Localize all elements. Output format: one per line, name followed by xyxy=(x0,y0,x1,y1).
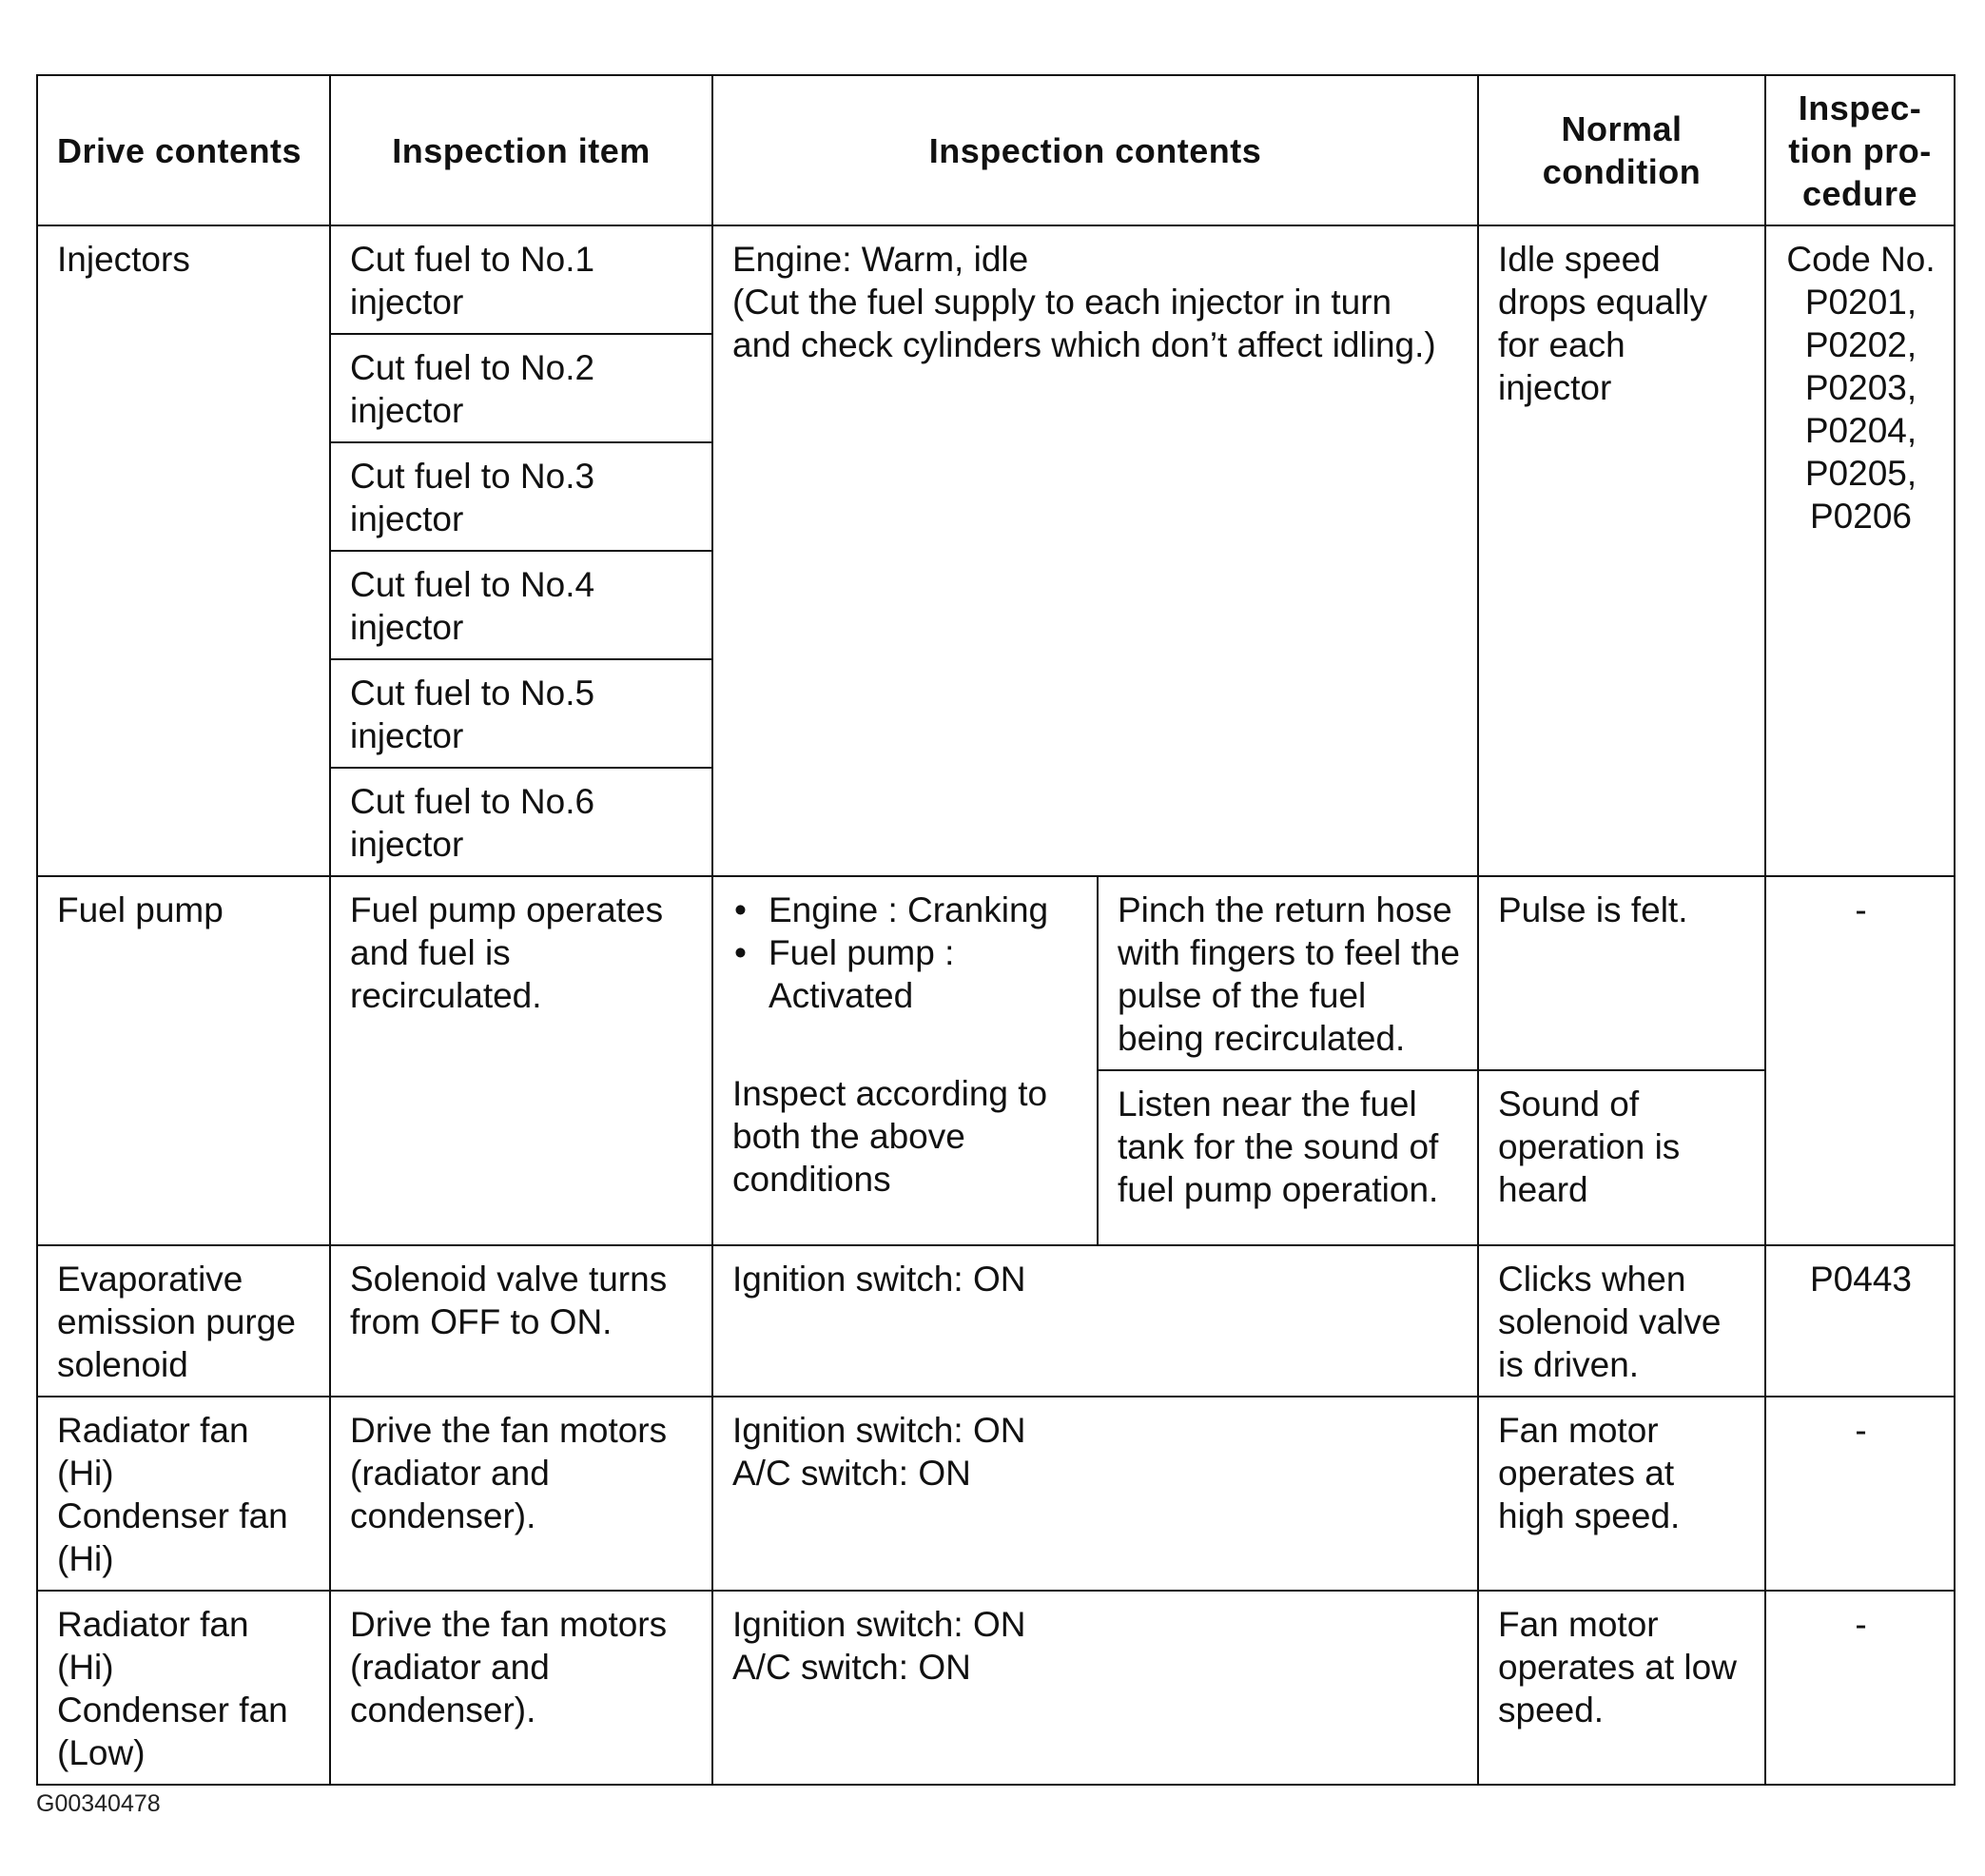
fuel-pump-check-1: Pinch the return hose with fingers to feel the pulse of the fuel being recirculated. xyxy=(1098,876,1478,1070)
fan-hi-drive xyxy=(37,1397,330,1591)
header-drive-contents: Drive contents xyxy=(37,75,330,225)
fuel-pump-conditions xyxy=(712,876,1098,1245)
injectors-proc-line-5: P0204, xyxy=(1804,411,1917,450)
fuel-pump-normal-2: Sound of operation is heard xyxy=(1478,1070,1765,1245)
fan-low-item: Drive the fan motors (radiator and condenser). xyxy=(330,1591,712,1785)
table-row xyxy=(37,1591,1955,1785)
fuel-pump-condition-list xyxy=(732,889,1080,1017)
fuel-pump-condition-note: Inspect according to both the above conditions xyxy=(732,1074,1048,1199)
injectors-proc-line-7: P0206 xyxy=(1810,497,1912,536)
fuel-pump-condition-1: • Engine : Cranking xyxy=(769,889,1080,931)
fan-hi-normal: Fan motor operates at high speed. xyxy=(1478,1397,1765,1591)
injectors-proc-line-1: Code No. xyxy=(1786,240,1936,279)
figure-code: G00340478 xyxy=(36,1790,161,1817)
injectors-proc-line-3: P0202, xyxy=(1804,325,1917,364)
header-proc-line-1: Inspec- xyxy=(1798,88,1922,127)
table-row xyxy=(37,225,1955,334)
fan-hi-drive-line-2: Condenser fan (Hi) xyxy=(57,1496,288,1578)
fan-hi-contents-line-2: A/C switch: ON xyxy=(732,1454,971,1493)
injectors-procedure xyxy=(1765,225,1955,876)
injectors-proc-line-4: P0203, xyxy=(1804,368,1917,407)
evap-item: Solenoid valve turns from OFF to ON. xyxy=(330,1245,712,1397)
table-row xyxy=(37,1245,1955,1397)
header-normal-line-2: condition xyxy=(1542,152,1702,191)
header-proc-line-2: tion pro- xyxy=(1788,130,1932,170)
injector-item-3: Cut fuel to No.3 injector xyxy=(330,442,712,551)
fuel-pump-condition-2: • Fuel pump : Activated xyxy=(769,931,1080,1017)
header-row xyxy=(37,75,1955,225)
fan-low-normal: Fan motor operates at low speed. xyxy=(1478,1591,1765,1785)
fan-hi-contents xyxy=(712,1397,1478,1591)
fan-hi-item: Drive the fan motors (radiator and condenser). xyxy=(330,1397,712,1591)
injectors-drive: Injectors xyxy=(37,225,330,876)
fan-low-drive xyxy=(37,1591,330,1785)
fuel-pump-procedure: - xyxy=(1765,876,1955,1245)
evap-contents: Ignition switch: ON xyxy=(712,1245,1478,1397)
header-inspection-contents: Inspection contents xyxy=(712,75,1478,225)
evap-procedure: P0443 xyxy=(1765,1245,1955,1397)
header-inspection-item: Inspection item xyxy=(330,75,712,225)
header-normal-condition xyxy=(1478,75,1765,225)
table-row xyxy=(37,876,1955,1070)
header-inspection-procedure xyxy=(1765,75,1955,225)
injectors-contents-line-2: (Cut the fuel supply to each injector in turn and check cylinders which don’t affect idling.) xyxy=(732,283,1436,364)
evap-normal: Clicks when solenoid valve is driven. xyxy=(1478,1245,1765,1397)
fuel-pump-normal-1: Pulse is felt. xyxy=(1478,876,1765,1070)
fan-low-contents-line-1: Ignition switch: ON xyxy=(732,1605,1026,1644)
injectors-proc-line-6: P0205, xyxy=(1804,454,1917,493)
fuel-pump-drive: Fuel pump xyxy=(37,876,330,1245)
header-proc-line-3: cedure xyxy=(1801,173,1918,213)
fan-low-drive-line-2: Condenser fan (Low) xyxy=(57,1690,288,1772)
inspection-table xyxy=(36,74,1956,1786)
evap-drive: Evaporative emission purge solenoid xyxy=(37,1245,330,1397)
injectors-contents xyxy=(712,225,1478,876)
injector-item-4: Cut fuel to No.4 injector xyxy=(330,551,712,659)
fan-low-contents-line-2: A/C switch: ON xyxy=(732,1648,971,1687)
injectors-proc-line-2: P0201, xyxy=(1804,283,1917,322)
fan-hi-drive-line-1: Radiator fan (Hi) xyxy=(57,1411,249,1493)
fan-low-drive-line-1: Radiator fan (Hi) xyxy=(57,1605,249,1687)
fuel-pump-check-2: Listen near the fuel tank for the sound of fuel pump operation. xyxy=(1098,1070,1478,1245)
table-row xyxy=(37,1397,1955,1591)
fan-low-contents xyxy=(712,1591,1478,1785)
header-normal-line-1: Normal xyxy=(1561,109,1683,148)
fan-hi-procedure: - xyxy=(1765,1397,1955,1591)
fuel-pump-item: Fuel pump operates and fuel is recirculated. xyxy=(330,876,712,1245)
injector-item-1: Cut fuel to No.1 injector xyxy=(330,225,712,334)
injector-item-5: Cut fuel to No.5 injector xyxy=(330,659,712,768)
injectors-contents-line-1: Engine: Warm, idle xyxy=(732,240,1029,279)
injectors-normal: Idle speed drops equally for each injector xyxy=(1478,225,1765,876)
fan-hi-contents-line-1: Ignition switch: ON xyxy=(732,1411,1026,1450)
injector-item-2: Cut fuel to No.2 injector xyxy=(330,334,712,442)
fan-low-procedure: - xyxy=(1765,1591,1955,1785)
injector-item-6: Cut fuel to No.6 injector xyxy=(330,768,712,876)
